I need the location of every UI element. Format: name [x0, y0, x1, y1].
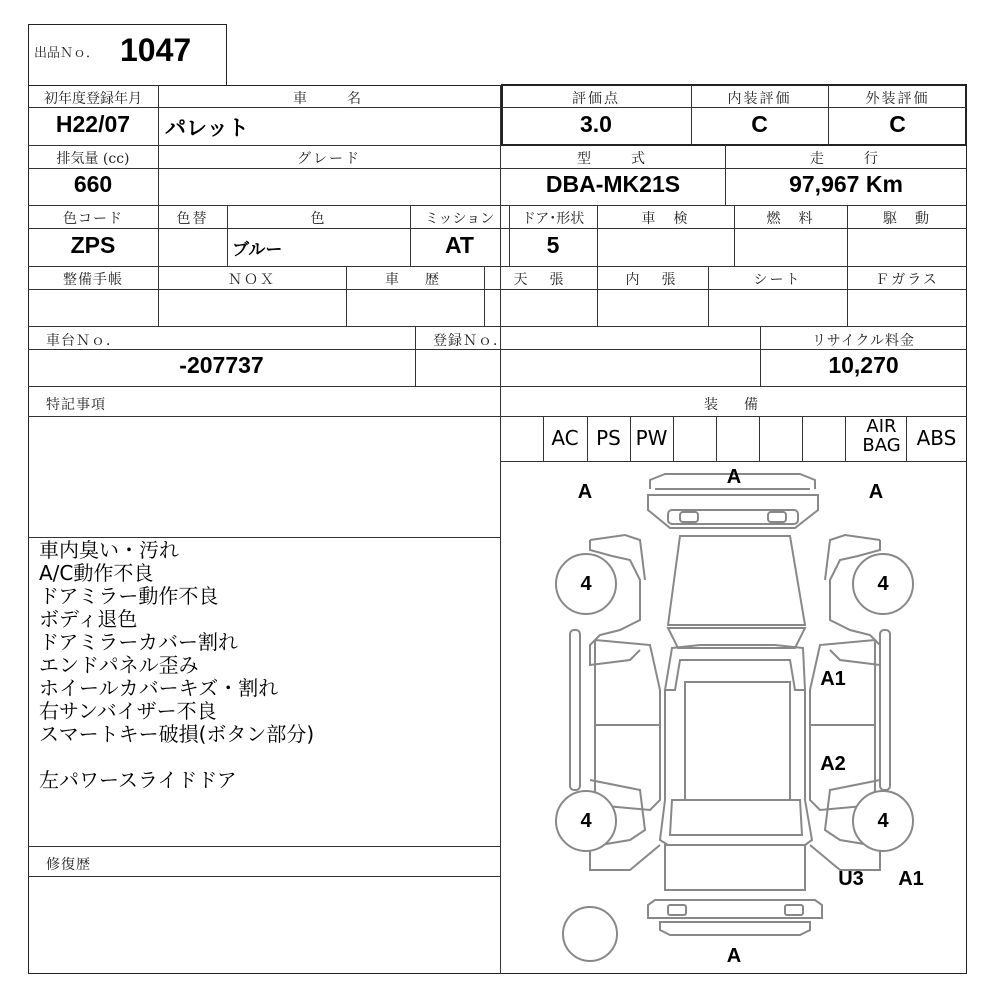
mark-tire-fr: 4 [877, 573, 889, 595]
seat-label: シート [753, 272, 802, 288]
first-reg-label: 初年度登録年月 [44, 91, 142, 107]
equipment-pw: PW [635, 426, 668, 450]
inspection-label: 車 検 [641, 211, 690, 227]
chassis-label: 車台Ｎｏ． [46, 333, 121, 349]
recycle-label: リサイクル料金 [811, 333, 916, 349]
equipment-abs: ABS [916, 426, 957, 450]
drive-label: 駆 動 [883, 211, 931, 227]
mark-door-a1: A1 [820, 668, 846, 690]
car-name-label: 車 名 [293, 91, 365, 107]
exterior-label: 外装評価 [865, 91, 930, 107]
equipment-ps: PS [596, 426, 621, 450]
interior-value: C [751, 111, 768, 137]
displacement-value: 660 [73, 171, 113, 197]
mark-rear-center: A [726, 945, 742, 967]
repaint-label: 色替 [176, 211, 209, 227]
color-code-label: 色コード [63, 211, 123, 227]
displacement-label: 排気量 (cc) [56, 151, 130, 167]
equipment-ac: AC [551, 426, 579, 450]
notes-line-11: 左パワースライドドア [39, 768, 237, 792]
mark-rear-u3: U3 [838, 868, 864, 890]
lot-number: 1047 [120, 32, 192, 68]
model-label: 型 式 [577, 151, 649, 167]
notes-line-2: A/C動作不良 [39, 561, 154, 585]
exterior-value: C [889, 111, 906, 137]
car-damage-diagram [502, 462, 966, 973]
color-value: ブルー [232, 240, 283, 259]
mark-front-left: A [577, 481, 593, 503]
first-reg-value: H22/07 [55, 111, 131, 137]
nox-label: ＮＯＸ [228, 272, 276, 288]
reg-label: 登録Ｎｏ． [433, 333, 508, 349]
mark-tire-rr: 4 [877, 810, 889, 832]
door-value: 5 [546, 232, 560, 258]
interior-label: 内装評価 [727, 91, 792, 107]
notes-line-4: ボディ退色 [39, 607, 138, 631]
model-value: DBA-MK21S [545, 171, 681, 197]
notes-line-6: エンドパネル歪み [39, 653, 199, 677]
history-label: 車 歴 [385, 272, 445, 288]
fglass-label: Ｆガラス [875, 272, 939, 288]
notes-line-5: ドアミラーカバー割れ [39, 630, 238, 654]
door-label: ドア･形状 [521, 211, 585, 227]
mark-door-a2: A2 [820, 753, 846, 775]
mileage-value: 97,967 Km [789, 171, 903, 197]
chassis-value: -207737 [179, 352, 264, 378]
fuel-label: 燃 料 [766, 211, 815, 227]
car-name-value: パレット [165, 117, 249, 140]
sunroof-label: 天 張 [513, 272, 568, 288]
lot-label: 出品Ｎｏ． [34, 46, 100, 61]
grade-label: グレード [297, 151, 361, 167]
score-label: 評価点 [572, 91, 620, 107]
equipment-label: 装 備 [704, 397, 764, 413]
mission-value: AT [445, 232, 474, 258]
score-value: 3.0 [580, 111, 612, 137]
notes-line-9: スマートキー破損(ボタン部分) [39, 722, 315, 746]
notes-line-7: ホイールカバーキズ・割れ [39, 676, 279, 700]
mark-tire-rl: 4 [580, 810, 592, 832]
recycle-value: 10,270 [828, 352, 899, 378]
color-label: 色 [310, 211, 327, 227]
mileage-label: 走 行 [810, 151, 882, 167]
interior-trim-label: 内 張 [625, 272, 680, 288]
mark-rear-a1: A1 [898, 868, 924, 890]
notes-line-8: 右サンバイザー不良 [39, 699, 217, 723]
mark-front-center: A [726, 466, 742, 488]
mark-tire-fl: 4 [580, 573, 592, 595]
repair-label: 修復歴 [46, 857, 91, 873]
equipment-airbag: AIR BAG [862, 416, 901, 456]
notes-label: 特記事項 [46, 397, 106, 413]
maint-label: 整備手帳 [63, 272, 123, 288]
mark-front-right: A [868, 481, 884, 503]
notes-line-3: ドアミラー動作不良 [39, 584, 219, 608]
notes-line-1: 車内臭い・汚れ [39, 538, 179, 562]
color-code-value: ZPS [70, 232, 116, 258]
mission-label: ミッション [424, 211, 495, 227]
